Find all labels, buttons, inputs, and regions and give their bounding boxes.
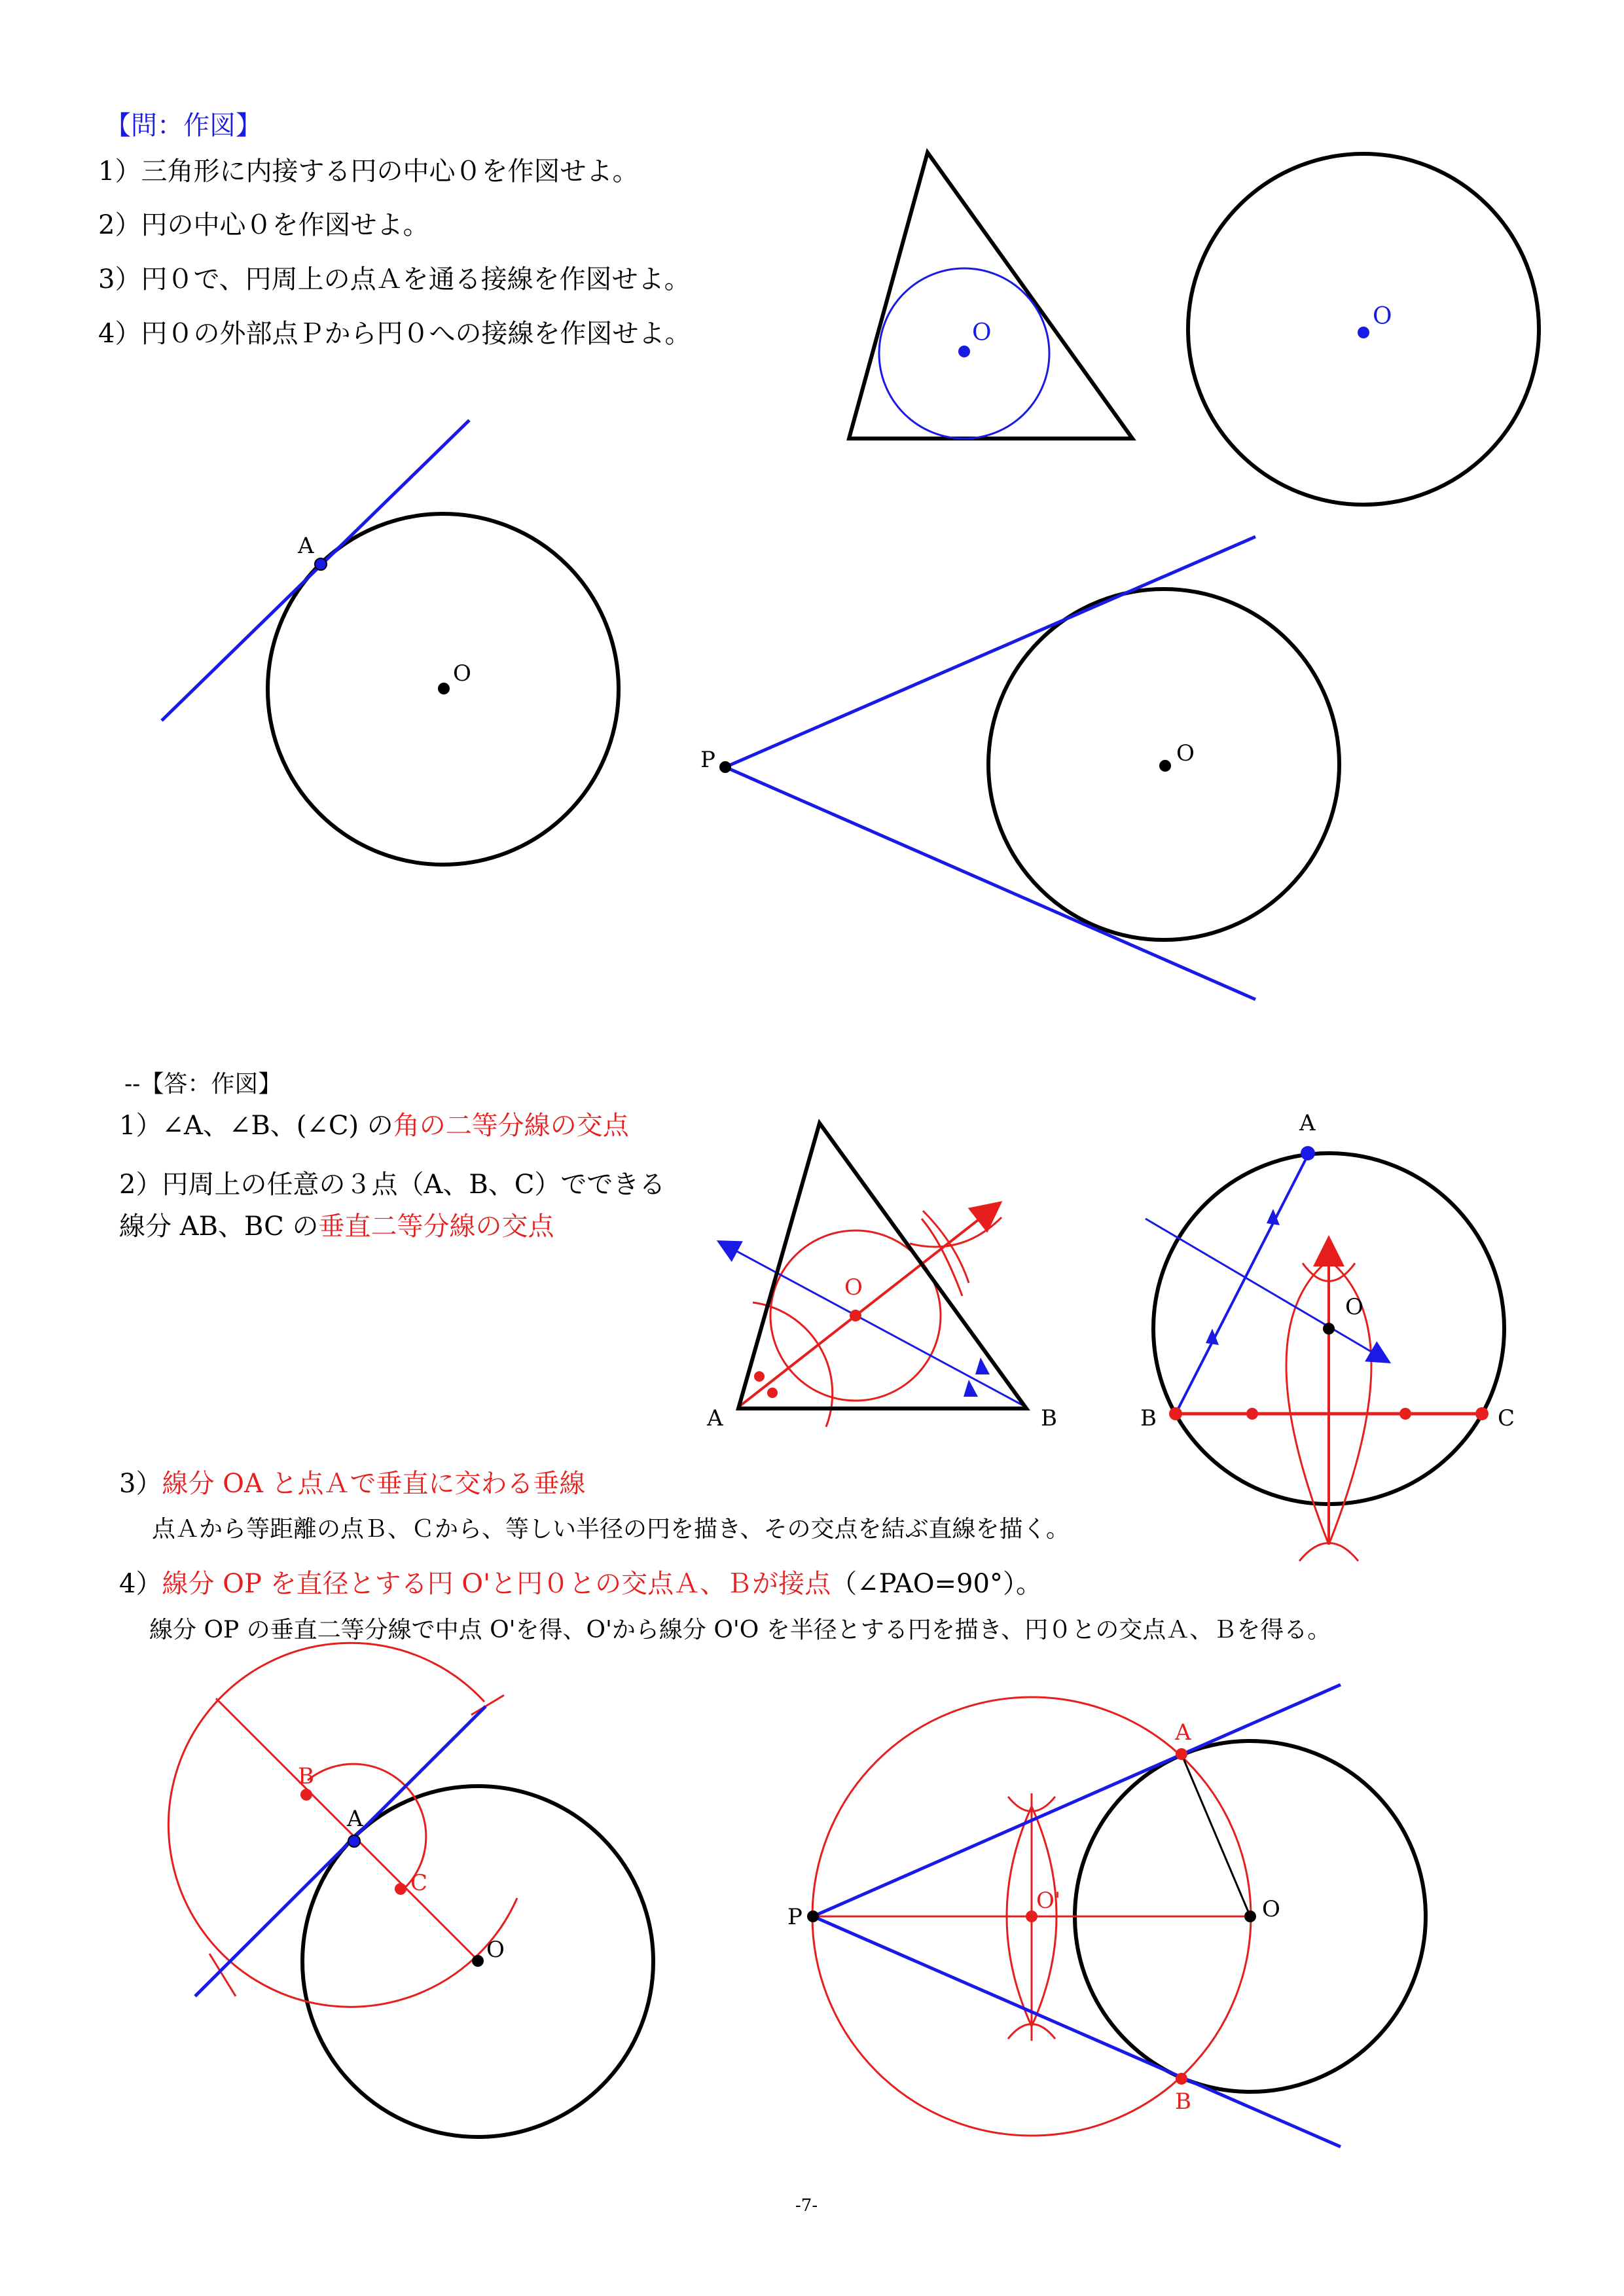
answer-4-desc: 線分 OP の垂直二等分線で中点 O'を得、O'から線分 O'O を半径とする円を描き、円０との交点Ａ、Ｂを得る。 (149, 1617, 1331, 1643)
answer-3-num: 3） (119, 1469, 162, 1499)
a4-point-B (1176, 2073, 1187, 2085)
q4-center-point (1159, 760, 1171, 772)
answer-4-highlight: 線分 OP を直径とする円 O'と円０との交点Ａ、Ｂが接点 (162, 1569, 831, 1599)
answer-3-desc: 点Ａから等距離の点Ｂ、Ｃから、等しい半径の円を描き、その交点を結ぶ直線を描く。 (152, 1516, 1070, 1543)
q1-center-point (958, 346, 970, 357)
question-item-2: 2）円の中心０を作図せよ。 (98, 210, 429, 240)
a3-point-B (300, 1789, 312, 1801)
q3-point-A (315, 558, 327, 570)
a2-figure (1140, 1110, 1515, 1561)
answer-1-highlight: 角の二等分線の交点 (393, 1111, 629, 1141)
a1-mark-B1 (975, 1357, 990, 1374)
question-item-3: 3）円０で、円周上の点Ａを通る接線を作図せよ。 (98, 264, 691, 295)
q2-center-point (1358, 327, 1369, 338)
a4-point-A (1176, 1748, 1187, 1760)
q2-figure (1188, 154, 1539, 505)
a2-mid-2 (1399, 1408, 1411, 1420)
a1-bisector-A (738, 1204, 998, 1407)
answer-3-highlight: 線分 OA と点Ａで垂直に交わる垂線 (162, 1469, 586, 1499)
q1-triangle (849, 152, 1132, 439)
q4-point-P (719, 761, 731, 773)
a3-arc-cross-top (471, 1695, 504, 1715)
a4-point-O (1244, 1910, 1256, 1922)
answer-4-suffix: （∠PAO=90°）。 (831, 1569, 1042, 1599)
a1-bisector-B (720, 1242, 1026, 1407)
a2-point-C (1475, 1407, 1489, 1420)
q4-figure (700, 537, 1339, 999)
q3-label-A: A (298, 533, 314, 559)
answer-4-num: 4） (119, 1569, 162, 1599)
a2-mid-1 (1246, 1408, 1258, 1420)
a4-label-O-prime: O' (1036, 1888, 1061, 1914)
a2-label-A: A (1299, 1110, 1316, 1136)
page-number: -7- (795, 2196, 818, 2215)
a3-label-O: O (486, 1937, 505, 1963)
a2-chord-AB (1176, 1155, 1308, 1414)
a1-mark-A2 (767, 1388, 778, 1398)
a1-label-O: O (844, 1274, 863, 1300)
a1-mark-A1 (754, 1371, 765, 1382)
a4-label-A: A (1175, 1719, 1191, 1746)
answer-2-line1: 2）円周上の任意の３点（A、B、C）でできる (119, 1170, 666, 1200)
a4-radius-OA (1182, 1754, 1250, 1916)
a3-figure (168, 1643, 653, 2137)
a3-tangent-line (195, 1706, 486, 1996)
a3-point-A (348, 1835, 360, 1847)
q1-label-O: O (972, 319, 992, 346)
answer-2-prefix: 線分 AB、BC の (119, 1211, 319, 1242)
a4-label-B: B (1175, 2089, 1191, 2115)
a2-perp-bisector-AB (1146, 1219, 1388, 1361)
answer-heading: --【答：作図】 (124, 1071, 282, 1098)
a2-arc-bottom (1299, 1543, 1358, 1562)
question-item-1: 1）三角形に内接する円の中心０を作図せよ。 (98, 156, 639, 187)
a3-point-C (395, 1883, 406, 1895)
a2-label-B: B (1140, 1405, 1157, 1431)
q3-tangent-line (162, 420, 469, 721)
a3-label-B: B (298, 1763, 314, 1789)
a2-point-B (1169, 1407, 1182, 1420)
a3-label-C: C (410, 1870, 428, 1896)
question-item-4: 4）円０の外部点Ｐから円０への接線を作図せよ。 (98, 319, 691, 349)
q4-label-P: P (700, 747, 715, 773)
a1-label-B: B (1041, 1405, 1057, 1431)
a2-label-C: C (1498, 1405, 1515, 1431)
q1-figure (849, 152, 1132, 439)
q4-tangent-lower (725, 767, 1255, 999)
answer-2-highlight: 垂直二等分線の交点 (318, 1211, 554, 1242)
a4-figure (787, 1685, 1426, 2147)
a2-point-A (1301, 1146, 1315, 1160)
a4-point-P (807, 1910, 819, 1922)
a2-label-O: O (1345, 1294, 1363, 1320)
q4-label-O: O (1176, 740, 1195, 766)
a3-center-point (472, 1955, 484, 1967)
question-heading: 【問：作図】 (105, 111, 262, 141)
a1-arc-cross2 (922, 1219, 962, 1296)
q3-center-point (438, 683, 450, 694)
a1-label-A: A (707, 1405, 723, 1431)
a1-figure (706, 1123, 1057, 1431)
q3-figure (162, 420, 619, 865)
answer-1-prefix: 1）∠A、∠B、(∠C) の (119, 1111, 393, 1141)
q2-label-O: O (1373, 303, 1392, 330)
q3-label-O: O (453, 660, 471, 687)
a2-center-point (1323, 1323, 1335, 1335)
a1-center-point (850, 1310, 861, 1321)
a3-label-A: A (347, 1806, 363, 1832)
a4-label-P: P (787, 1904, 803, 1930)
a1-mark-B2 (964, 1380, 978, 1397)
a4-label-O: O (1262, 1896, 1280, 1922)
